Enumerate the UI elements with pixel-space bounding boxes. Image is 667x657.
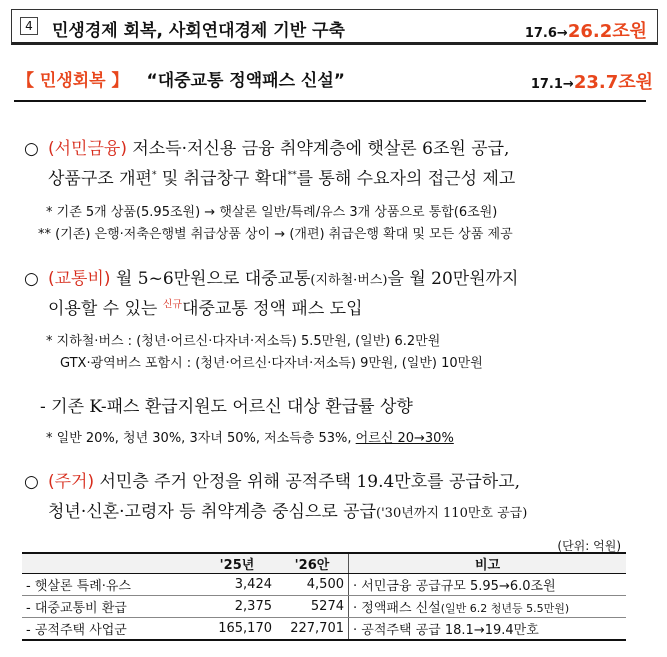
new-badge: 신규 — [162, 299, 183, 311]
finance-line2 — [48, 164, 515, 189]
transport-text2b: 대중교통 정액 패스 도입 — [182, 299, 363, 319]
transport-note3b: 어르신 20→30% — [355, 431, 454, 446]
housing-text1: 서민층 주거 안정을 위해 공적주택 19.4만호를 공급하고, — [94, 472, 521, 492]
subsection-quote: “대중교통 정액패스 신설” — [146, 71, 345, 91]
finance-text2c: 를 통해 수요자의 접근성 제고 — [296, 169, 516, 189]
section-amount-from: 17.6→ — [524, 26, 568, 41]
row-note-text: · 정액패스 신설 — [353, 601, 441, 616]
section-amount-to: 26.2조원 — [567, 21, 647, 42]
section-amount — [525, 17, 647, 43]
row-note-text: · 서민금융 공급규모 5.95→6.0조원 — [353, 579, 556, 594]
subsection-amount-to: 23.7조원 — [573, 72, 653, 93]
transport-text1a: 월 5~6만원으로 대중교통 — [110, 269, 311, 289]
subsection-title — [17, 66, 345, 91]
row-2025: 3,424 — [198, 574, 276, 596]
finance-note2: ** (기존) 은행·저축은행별 취급상품 상이 → (개편) 취급은행 확대 및 모든 상품 제공 — [38, 227, 513, 242]
footnote-mark-2: ** — [287, 170, 297, 181]
subsection-divider — [14, 100, 646, 102]
budget-table — [22, 552, 626, 641]
table-header-row — [22, 553, 626, 574]
footnote-mark-1: * — [151, 170, 157, 181]
transport-text1b: 을 월 20만원까지 — [387, 269, 519, 289]
bullet-icon: ○ — [24, 472, 39, 492]
section-number: 4 — [20, 17, 38, 35]
row-note-detail: (일반 6.2 청년등 5.5만원) — [440, 602, 570, 615]
table-row — [22, 574, 626, 596]
table-row — [22, 596, 626, 618]
row-note — [349, 618, 627, 641]
table-header-2026: '26안 — [276, 553, 349, 574]
transport-text2a: 이용할 수 있는 — [48, 299, 163, 319]
row-name: - 햇살론 특례·유스 — [22, 574, 198, 596]
housing-line2 — [48, 497, 527, 522]
table-header-note: 비고 — [349, 553, 627, 574]
finance-text1: 저소득·저신용 금융 취약계층에 햇살론 6조원 공급, — [126, 139, 510, 159]
section-title: 민생경제 회복, 사회연대경제 기반 구축 — [52, 21, 345, 41]
transport-note2: GTX·광역버스 포함시 : (청년·어르신·다자녀·저소득) 9만원, (일반) 10만원 — [60, 356, 483, 371]
finance-line1 — [24, 134, 509, 159]
row-2026: 227,701 — [276, 618, 349, 641]
housing-text2a: 청년·신혼·고령자 등 취약계층 중심으로 공급 — [48, 502, 377, 522]
subsection-label: 【 민생회복 】 — [17, 71, 129, 91]
bullet-icon: ○ — [24, 269, 39, 289]
transport-line1 — [24, 264, 518, 289]
table-unit: (단위: 억원) — [557, 539, 621, 553]
finance-text2a: 상품구조 개편 — [48, 169, 152, 189]
transport-note3 — [46, 427, 454, 446]
row-2025: 2,375 — [198, 596, 276, 618]
finance-note1: * 기존 5개 상품(5.95조원) → 햇살론 일반/특례/유스 3개 상품으로 통합(6조원) — [46, 205, 498, 220]
row-2025: 165,170 — [198, 618, 276, 641]
transport-note1: * 지하철·버스 : (청년·어르신·다자녀·저소득) 5.5만원, (일반) 6.2만원 — [46, 334, 441, 349]
row-name: - 공적주택 사업군 — [22, 618, 198, 641]
transport-line2 — [48, 294, 363, 319]
housing-text2b: ('30년까지 110만호 공급) — [376, 506, 528, 521]
row-note-text: · 공적주택 공급 18.1→19.4만호 — [353, 623, 539, 638]
subsection-amount-from: 17.1→ — [530, 77, 574, 92]
table-row — [22, 618, 626, 641]
row-note — [349, 574, 627, 596]
table-header-2025: '25년 — [198, 553, 276, 574]
row-name: - 대중교통비 환급 — [22, 596, 198, 618]
section-header — [11, 9, 658, 45]
transport-note3a: * 일반 20%, 청년 30%, 3자녀 50%, 저소득층 53%, — [46, 431, 356, 446]
transport-keyword: (교통비) — [48, 269, 111, 289]
row-2026: 4,500 — [276, 574, 349, 596]
transport-dash: - 기존 K-패스 환급지원도 어르신 대상 환급률 상향 — [40, 397, 413, 417]
row-note — [349, 596, 627, 618]
housing-line1 — [24, 467, 520, 492]
transport-text1-paren: (지하철·버스) — [310, 273, 388, 288]
finance-text2b: 및 취급창구 확대 — [156, 169, 288, 189]
finance-keyword: (서민금융) — [48, 139, 127, 159]
housing-keyword: (주거) — [48, 472, 95, 492]
row-2026: 5274 — [276, 596, 349, 618]
table-header-name — [22, 553, 198, 574]
bullet-icon: ○ — [24, 139, 39, 159]
subsection-amount — [531, 68, 653, 94]
